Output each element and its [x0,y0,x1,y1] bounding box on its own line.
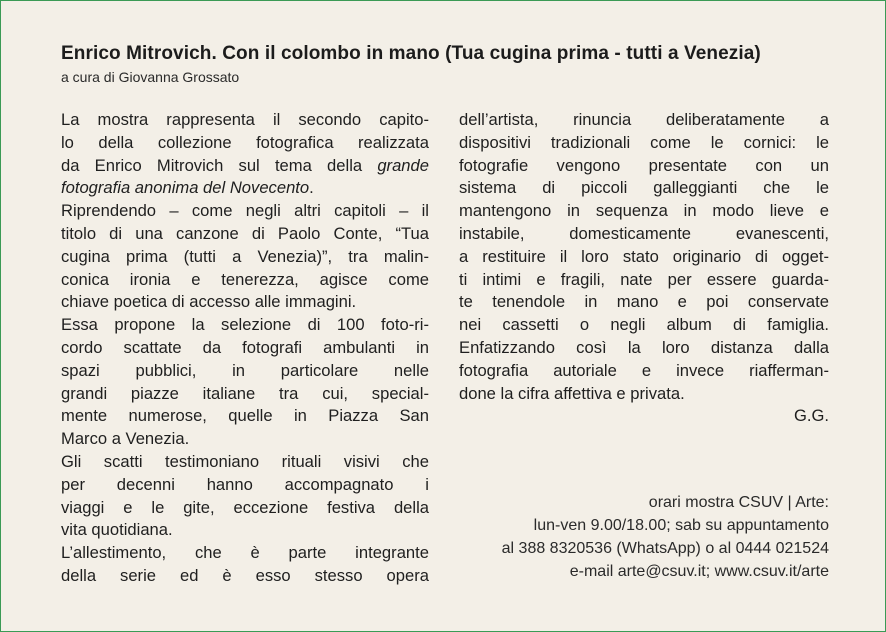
text-line: cordo scattate da fotografi ambulanti in [61,337,429,357]
text-line: della serie ed è esso stesso opera [61,565,429,585]
text-line: fotografia autoriale e invece riafferman- [459,360,829,380]
text-line: Riprendendo – come negli altri capitoli – il [61,201,429,221]
text-line: vita quotidiana. [61,520,173,540]
phone-numbers: al 388 8320536 (WhatsApp) o al 0444 021524 [501,540,829,557]
text-column-left [61,109,429,588]
text-line: spazi pubblici, in particolare nelle [61,360,429,380]
text-line: dispositivi tradizionali come le cornici: le [459,132,829,152]
text-line: ti intimi e fragili, nate per essere guarda- [459,269,829,289]
text-line: chiave poetica di accesso alle immagini. [61,292,357,312]
text-line: instabile, domesticamente evanescenti, [459,223,829,243]
text-line: mantengono in sequenza in modo lieve e [459,201,829,221]
text-line: nei cassetti o negli album di famiglia. [459,315,829,335]
text-line [61,177,429,200]
text-line: La mostra rappresenta il secondo capito- [61,110,429,129]
text-line: Marco a Venezia. [61,429,190,449]
email-website: e-mail arte@csuv.it; www.csuv.it/arte [569,563,829,580]
opening-hours: lun-ven 9.00/18.00; sab su appuntamento [533,517,829,534]
text-line: L’allestimento, che è parte integrante [61,543,429,563]
text-line: Essa propone la selezione di 100 foto-ri- [61,315,429,335]
text-line: viaggi e le gite, eccezione festiva della [61,497,429,517]
text-line: cugina prima (tutti a Venezia)”, tra malin- [61,246,429,266]
text-line: per decenni hanno accompagnato i [61,474,429,494]
text-line: conica ironia e tenerezza, agisce come [61,269,429,289]
text-line [61,155,429,178]
text-line: Gli scatti testimoniano rituali visivi che [61,451,429,471]
text-span: . [309,178,314,198]
text-column-right [459,109,829,428]
text-line: grandi piazze italiane tra cui, special- [61,383,429,403]
text-line: lo della collezione fotografica realizzata [61,132,429,152]
text-span: da Enrico Mitrovich sul tema della [61,155,378,175]
italic-text: fotografia anonima del Novecento [61,178,310,198]
author-signature: G.G. [793,406,829,426]
text-line: dell’artista, rinuncia deliberatamente a [459,110,829,129]
text-line: mente numerose, quelle in Piazza San [61,406,429,426]
curator-credit: a cura di Giovanna Grossato [61,69,240,85]
text-line: a restituire il loro stato originario di ogget- [459,246,829,266]
text-line: Enfatizzando così la loro distanza dalla [459,337,829,357]
text-line: titolo di una canzone di Paolo Conte, “Tua [61,223,429,243]
text-line: fotografie vengono presentate con un [459,155,829,175]
contact-info [421,491,829,583]
italic-text: grande [377,155,429,175]
text-line: te tenendole in mano e poi conservate [459,292,829,312]
text-line: sistema di piccoli galleggianti che le [459,178,829,198]
exhibition-title: Enrico Mitrovich. Con il colombo in mano (Tua cugina prima - tutti a Venezia) [61,43,761,64]
text-line: done la cifra affettiva e privata. [459,383,685,403]
opening-hours-title: orari mostra CSUV | Arte: [648,494,829,511]
